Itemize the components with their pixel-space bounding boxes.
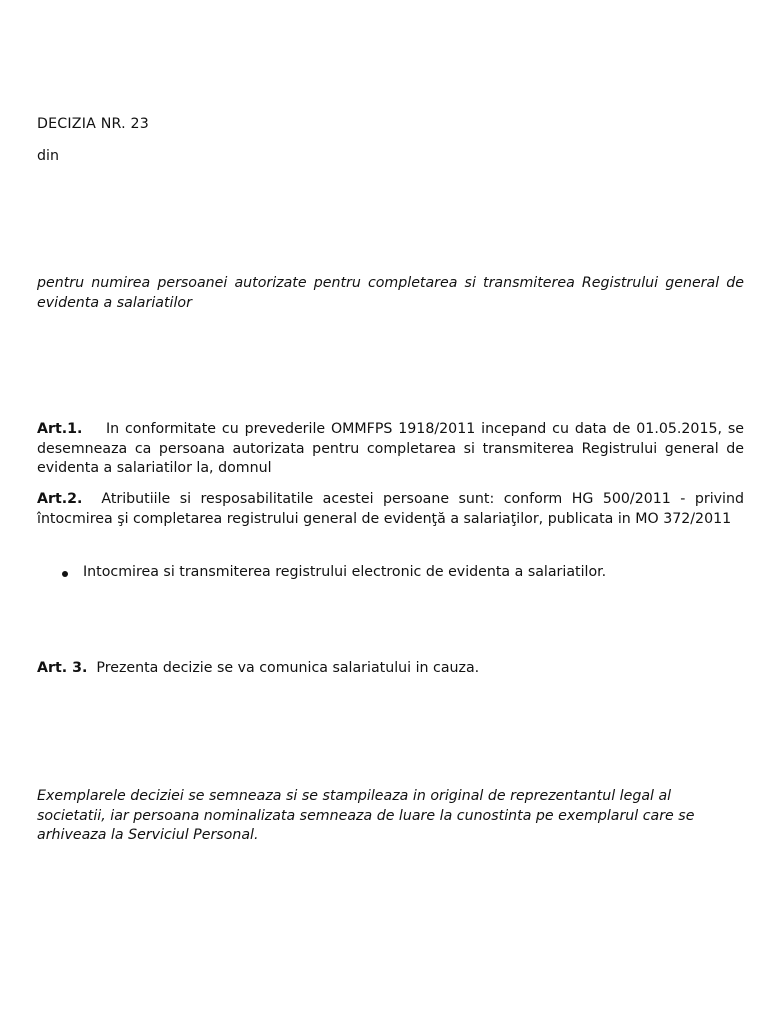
article-2-text: Atributiile si resposabilitatile acestei persoane sunt: conform HG 500/2011 - privind întocmirea şi completarea registrului general de evidenţă a salariaţilor, publicata in MO 372/2011: [37, 491, 744, 527]
list-item: [37, 563, 744, 583]
bullet-icon: [62, 571, 68, 577]
article-2-label: Art.2.: [37, 491, 83, 507]
decision-subject: pentru numirea persoanei autorizate pentru completarea si transmiterea Registrului general de evidenta a salariatilor: [37, 275, 744, 311]
list-item-text: Intocmirea si transmiterea registrului electronic de evidenta a salariatilor.: [83, 564, 607, 580]
decision-title: DECIZIA NR. 23: [37, 116, 149, 132]
article-1-label: Art.1.: [37, 421, 83, 437]
article-3-label: Art. 3.: [37, 660, 88, 676]
article-2: [37, 490, 744, 529]
article-1-text: In conformitate cu prevederile OMMFPS 1918/2011 incepand cu data de 01.05.2015, se desemneaza ca persoana autorizata pentru completarea si transmiterea Registrului general de evidenta a salariatilor la, domnul: [37, 421, 745, 476]
article-1: [37, 420, 744, 479]
article-3: [37, 659, 744, 679]
article-2-bullet-list: [37, 563, 744, 583]
date-line: din: [37, 148, 59, 164]
article-3-text: Prezenta decizie se va comunica salariatului in cauza.: [96, 660, 480, 676]
closing-note: Exemplarele deciziei se semneaza si se stampileaza in original de reprezentantul legal al societatii, iar persoana nominalizata semneaza de luare la cunostinta pe exemplarul care se arhiveaza la Serviciul Personal.: [37, 788, 695, 843]
